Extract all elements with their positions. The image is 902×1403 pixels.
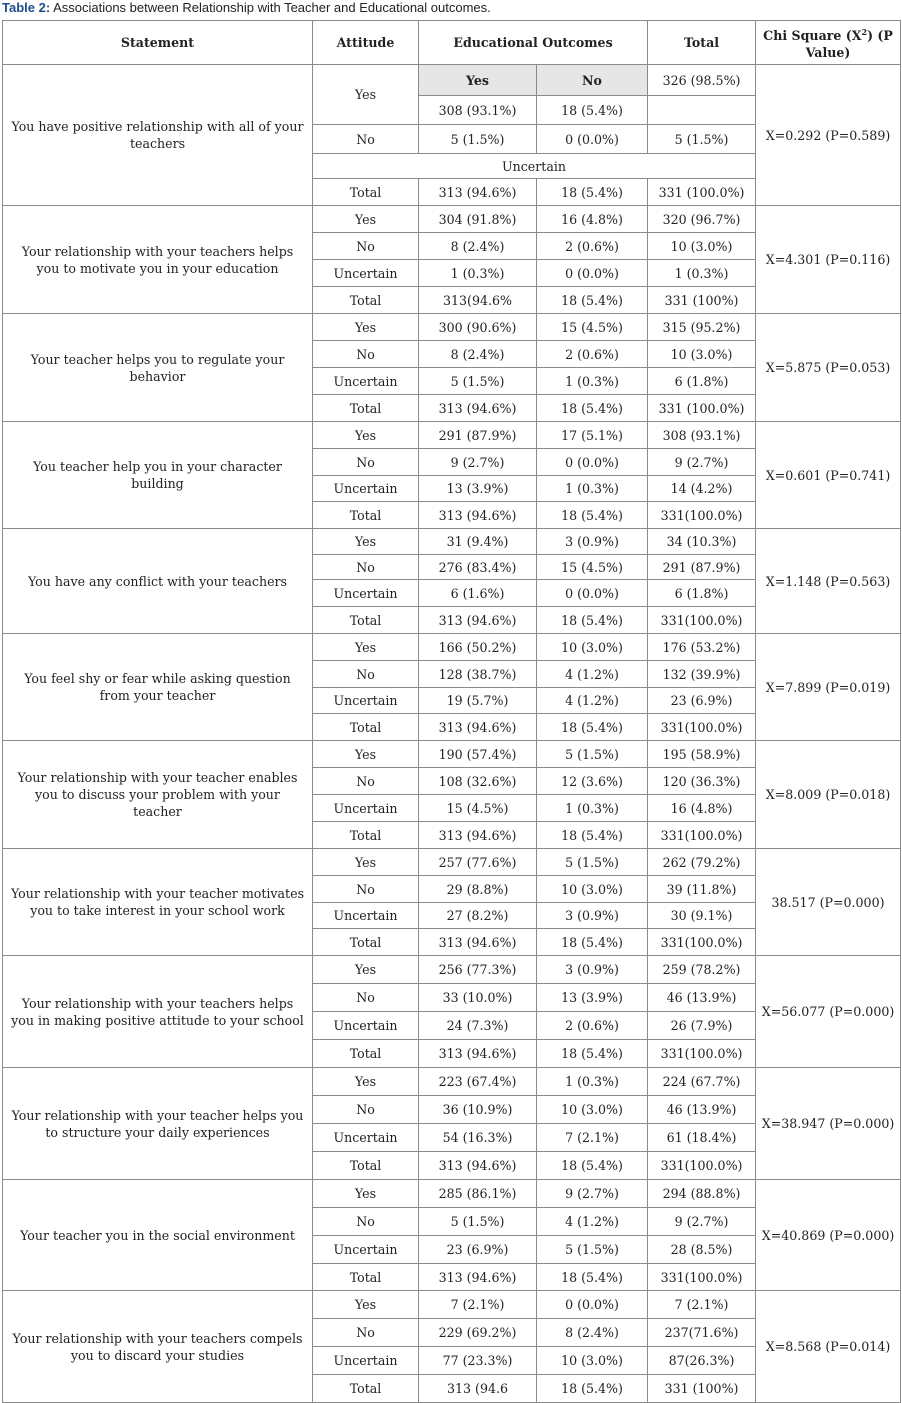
chi-square-cell: X=7.899 (P=0.019): [756, 634, 901, 741]
statement-cell: You feel shy or fear while asking question from your teacher: [3, 634, 313, 741]
total-cell: 331 (100.0%): [648, 395, 756, 422]
table-row: [3, 206, 901, 233]
total-cell: 26 (7.9%): [648, 1012, 756, 1040]
statement-cell: Your relationship with your teachers helps you in making positive attitude to your school: [3, 956, 313, 1068]
no-count-cell: 0 (0.0%): [537, 1291, 648, 1319]
yes-count-cell: 77 (23.3%): [419, 1347, 537, 1375]
total-cell: 6 (1.8%): [648, 368, 756, 395]
attitude-cell: Total: [313, 1152, 419, 1180]
header-educational-outcomes: Educational Outcomes: [419, 21, 648, 65]
no-count-cell: 5 (1.5%): [537, 849, 648, 876]
attitude-cell: Uncertain: [313, 1124, 419, 1152]
no-count-cell: 1 (0.3%): [537, 368, 648, 395]
no-count-cell: 18 (5.4%): [537, 502, 648, 529]
yes-count-cell: 9 (2.7%): [419, 449, 537, 476]
table-row: [3, 634, 901, 661]
total-cell: 10 (3.0%): [648, 341, 756, 368]
attitude-cell: Total: [313, 1375, 419, 1403]
no-count-cell: 7 (2.1%): [537, 1124, 648, 1152]
no-count-cell: 5 (1.5%): [537, 741, 648, 768]
total-cell: 30 (9.1%): [648, 903, 756, 929]
chi-square-cell: X=8.568 (P=0.014): [756, 1291, 901, 1403]
no-count-cell: 4 (1.2%): [537, 688, 648, 714]
chi-square-cell: X=0.601 (P=0.741): [756, 422, 901, 529]
yes-count-cell: 27 (8.2%): [419, 903, 537, 929]
attitude-cell: Yes: [313, 529, 419, 555]
yes-count-cell: 313 (94.6%): [419, 929, 537, 956]
yes-count-cell: 128 (38.7%): [419, 661, 537, 688]
total-cell: [648, 96, 756, 125]
attitude-cell: Uncertain: [313, 1012, 419, 1040]
no-count-cell: 10 (3.0%): [537, 1096, 648, 1124]
header-attitude: Attitude: [313, 21, 419, 65]
chi-square-cell: 38.517 (P=0.000): [756, 849, 901, 956]
total-cell: 326 (98.5%): [648, 65, 756, 96]
attitude-cell: No: [313, 341, 419, 368]
total-cell: 331(100.0%): [648, 1264, 756, 1291]
yes-count-cell: 313 (94.6%): [419, 395, 537, 422]
total-cell: 23 (6.9%): [648, 688, 756, 714]
no-count-cell: 1 (0.3%): [537, 795, 648, 822]
statement-cell: You have positive relationship with all of your teachers: [3, 65, 313, 206]
attitude-cell: No: [313, 768, 419, 795]
no-count-cell: 3 (0.9%): [537, 529, 648, 555]
statement-cell: Your relationship with your teachers helps you to motivate you in your education: [3, 206, 313, 314]
statement-cell: Your relationship with your teacher helps you to structure your daily experiences: [3, 1068, 313, 1180]
total-cell: 195 (58.9%): [648, 741, 756, 768]
table-row: [3, 1180, 901, 1208]
attitude-cell: Total: [313, 714, 419, 741]
total-cell: 331(100.0%): [648, 607, 756, 634]
statement-cell: You have any conflict with your teachers: [3, 529, 313, 634]
yes-count-cell: 256 (77.3%): [419, 956, 537, 984]
no-count-cell: 12 (3.6%): [537, 768, 648, 795]
attitude-cell: Uncertain: [313, 580, 419, 607]
total-cell: 46 (13.9%): [648, 1096, 756, 1124]
yes-count-cell: 6 (1.6%): [419, 580, 537, 607]
yes-count-cell: 8 (2.4%): [419, 341, 537, 368]
total-cell: 224 (67.7%): [648, 1068, 756, 1096]
no-count-cell: 9 (2.7%): [537, 1180, 648, 1208]
no-count-cell: 13 (3.9%): [537, 984, 648, 1012]
no-count-cell: 2 (0.6%): [537, 341, 648, 368]
no-count-cell: 18 (5.4%): [537, 1040, 648, 1068]
header-total: Total: [648, 21, 756, 65]
total-cell: 10 (3.0%): [648, 233, 756, 260]
no-count-cell: 3 (0.9%): [537, 903, 648, 929]
no-count-cell: 0 (0.0%): [537, 125, 648, 154]
no-count-cell: 1 (0.3%): [537, 1068, 648, 1096]
total-cell: 9 (2.7%): [648, 449, 756, 476]
attitude-cell: Uncertain: [313, 260, 419, 287]
no-count-cell: 2 (0.6%): [537, 1012, 648, 1040]
chi-square-cell: X=56.077 (P=0.000): [756, 956, 901, 1068]
total-cell: 9 (2.7%): [648, 1208, 756, 1236]
attitude-cell: Yes: [313, 1291, 419, 1319]
attitude-cell: Total: [313, 822, 419, 849]
attitude-cell: Yes: [313, 65, 419, 125]
total-cell: 61 (18.4%): [648, 1124, 756, 1152]
yes-count-cell: 54 (16.3%): [419, 1124, 537, 1152]
yes-count-cell: 313 (94.6%): [419, 714, 537, 741]
total-cell: 331(100.0%): [648, 714, 756, 741]
yes-count-cell: 313 (94.6%): [419, 1040, 537, 1068]
attitude-cell: No: [313, 876, 419, 903]
total-cell: 176 (53.2%): [648, 634, 756, 661]
total-cell: 320 (96.7%): [648, 206, 756, 233]
table-row: [3, 741, 901, 768]
yes-count-cell: 313(94.6%: [419, 287, 537, 314]
no-count-cell: 2 (0.6%): [537, 233, 648, 260]
total-cell: 87(26.3%): [648, 1347, 756, 1375]
attitude-cell: Uncertain: [313, 1236, 419, 1264]
chi-label-sup: 2: [861, 27, 868, 38]
statement-cell: Your teacher helps you to regulate your behavior: [3, 314, 313, 422]
no-count-cell: 10 (3.0%): [537, 634, 648, 661]
yes-count-cell: 313 (94.6%): [419, 179, 537, 206]
table-row: [3, 1291, 901, 1319]
attitude-cell: Yes: [313, 1180, 419, 1208]
table-row: [3, 422, 901, 449]
attitude-cell: No: [313, 449, 419, 476]
yes-count-cell: 7 (2.1%): [419, 1291, 537, 1319]
yes-count-cell: 190 (57.4%): [419, 741, 537, 768]
no-count-cell: 18 (5.4%): [537, 822, 648, 849]
chi-label-pre: Chi Square (X: [763, 28, 862, 44]
total-cell: 259 (78.2%): [648, 956, 756, 984]
chi-square-cell: X=1.148 (P=0.563): [756, 529, 901, 634]
total-cell: 331 (100%): [648, 1375, 756, 1403]
attitude-cell: No: [313, 1208, 419, 1236]
attitude-cell: Total: [313, 607, 419, 634]
yes-count-cell: 166 (50.2%): [419, 634, 537, 661]
total-cell: 331 (100%): [648, 287, 756, 314]
yes-count-cell: 29 (8.8%): [419, 876, 537, 903]
yes-count-cell: 308 (93.1%): [419, 96, 537, 125]
no-count-cell: 0 (0.0%): [537, 449, 648, 476]
yes-count-cell: 1 (0.3%): [419, 260, 537, 287]
yes-count-cell: 300 (90.6%): [419, 314, 537, 341]
attitude-cell: No: [313, 661, 419, 688]
no-count-cell: 16 (4.8%): [537, 206, 648, 233]
attitude-cell: No: [313, 1096, 419, 1124]
attitude-cell: Yes: [313, 849, 419, 876]
attitude-cell: Total: [313, 929, 419, 956]
no-count-cell: 3 (0.9%): [537, 956, 648, 984]
table-row: [3, 956, 901, 984]
attitude-cell: Yes: [313, 741, 419, 768]
yes-count-cell: 31 (9.4%): [419, 529, 537, 555]
total-cell: 331(100.0%): [648, 822, 756, 849]
attitude-cell: No: [313, 984, 419, 1012]
no-count-cell: 1 (0.3%): [537, 476, 648, 502]
total-cell: 291 (87.9%): [648, 555, 756, 580]
no-count-cell: 10 (3.0%): [537, 876, 648, 903]
total-cell: 331(100.0%): [648, 1152, 756, 1180]
uncertain-label-cell: Uncertain: [313, 154, 756, 179]
total-cell: 132 (39.9%): [648, 661, 756, 688]
chi-square-cell: X=0.292 (P=0.589): [756, 65, 901, 206]
no-count-cell: 0 (0.0%): [537, 580, 648, 607]
attitude-cell: Yes: [313, 634, 419, 661]
total-cell: 331(100.0%): [648, 929, 756, 956]
attitude-cell: Total: [313, 395, 419, 422]
total-cell: 16 (4.8%): [648, 795, 756, 822]
table-row: [3, 529, 901, 555]
total-cell: 294 (88.8%): [648, 1180, 756, 1208]
statement-cell: Your relationship with your teachers compels you to discard your studies: [3, 1291, 313, 1403]
yes-count-cell: 5 (1.5%): [419, 368, 537, 395]
header-statement: Statement: [3, 21, 313, 65]
no-count-cell: 18 (5.4%): [537, 395, 648, 422]
total-cell: 46 (13.9%): [648, 984, 756, 1012]
subheader-no: No: [537, 65, 648, 96]
chi-square-cell: X=5.875 (P=0.053): [756, 314, 901, 422]
attitude-cell: Uncertain: [313, 368, 419, 395]
total-cell: 39 (11.8%): [648, 876, 756, 903]
yes-count-cell: 15 (4.5%): [419, 795, 537, 822]
yes-count-cell: 5 (1.5%): [419, 1208, 537, 1236]
yes-count-cell: 24 (7.3%): [419, 1012, 537, 1040]
attitude-cell: Total: [313, 1264, 419, 1291]
yes-count-cell: 36 (10.9%): [419, 1096, 537, 1124]
no-count-cell: 17 (5.1%): [537, 422, 648, 449]
statement-cell: Your relationship with your teacher motivates you to take interest in your school work: [3, 849, 313, 956]
attitude-cell: Total: [313, 179, 419, 206]
no-count-cell: 8 (2.4%): [537, 1319, 648, 1347]
attitude-cell: Total: [313, 502, 419, 529]
total-cell: 14 (4.2%): [648, 476, 756, 502]
header-chi-square: [756, 21, 901, 65]
table-body: [3, 65, 901, 1403]
yes-count-cell: 13 (3.9%): [419, 476, 537, 502]
yes-count-cell: 19 (5.7%): [419, 688, 537, 714]
table-row: [3, 849, 901, 876]
attitude-cell: Yes: [313, 422, 419, 449]
yes-count-cell: 276 (83.4%): [419, 555, 537, 580]
no-count-cell: 15 (4.5%): [537, 314, 648, 341]
total-cell: 315 (95.2%): [648, 314, 756, 341]
attitude-cell: Total: [313, 287, 419, 314]
no-count-cell: 18 (5.4%): [537, 929, 648, 956]
total-cell: 5 (1.5%): [648, 125, 756, 154]
table-label: Table 2:: [2, 0, 51, 15]
yes-count-cell: 291 (87.9%): [419, 422, 537, 449]
yes-count-cell: 313 (94.6: [419, 1375, 537, 1403]
no-count-cell: 18 (5.4%): [537, 1152, 648, 1180]
header-row: [3, 21, 901, 65]
yes-count-cell: 313 (94.6%): [419, 1264, 537, 1291]
total-cell: 28 (8.5%): [648, 1236, 756, 1264]
chi-label-post: ) (P Value): [805, 28, 893, 60]
total-cell: 34 (10.3%): [648, 529, 756, 555]
attitude-cell: Yes: [313, 314, 419, 341]
attitude-cell: Yes: [313, 206, 419, 233]
yes-count-cell: 313 (94.6%): [419, 1152, 537, 1180]
yes-count-cell: 285 (86.1%): [419, 1180, 537, 1208]
total-cell: 1 (0.3%): [648, 260, 756, 287]
total-cell: 331 (100.0%): [648, 179, 756, 206]
total-cell: 308 (93.1%): [648, 422, 756, 449]
yes-count-cell: 23 (6.9%): [419, 1236, 537, 1264]
attitude-cell: No: [313, 1319, 419, 1347]
statement-cell: You teacher help you in your character building: [3, 422, 313, 529]
yes-count-cell: 229 (69.2%): [419, 1319, 537, 1347]
chi-square-cell: X=38.947 (P=0.000): [756, 1068, 901, 1180]
total-cell: 331(100.0%): [648, 1040, 756, 1068]
total-cell: 262 (79.2%): [648, 849, 756, 876]
yes-count-cell: 5 (1.5%): [419, 125, 537, 154]
chi-square-cell: X=8.009 (P=0.018): [756, 741, 901, 849]
table-row: [3, 65, 901, 96]
no-count-cell: 10 (3.0%): [537, 1347, 648, 1375]
total-cell: 120 (36.3%): [648, 768, 756, 795]
yes-count-cell: 257 (77.6%): [419, 849, 537, 876]
no-count-cell: 18 (5.4%): [537, 714, 648, 741]
yes-count-cell: 8 (2.4%): [419, 233, 537, 260]
total-cell: 6 (1.8%): [648, 580, 756, 607]
yes-count-cell: 33 (10.0%): [419, 984, 537, 1012]
attitude-cell: Uncertain: [313, 476, 419, 502]
attitude-cell: No: [313, 125, 419, 154]
yes-count-cell: 223 (67.4%): [419, 1068, 537, 1096]
no-count-cell: 4 (1.2%): [537, 661, 648, 688]
no-count-cell: 15 (4.5%): [537, 555, 648, 580]
attitude-cell: Total: [313, 1040, 419, 1068]
subheader-yes: Yes: [419, 65, 537, 96]
attitude-cell: Yes: [313, 1068, 419, 1096]
no-count-cell: 18 (5.4%): [537, 1375, 648, 1403]
no-count-cell: 0 (0.0%): [537, 260, 648, 287]
associations-table: [2, 20, 901, 1403]
total-cell: 331(100.0%): [648, 502, 756, 529]
yes-count-cell: 108 (32.6%): [419, 768, 537, 795]
yes-count-cell: 313 (94.6%): [419, 822, 537, 849]
table-title: Associations between Relationship with Teacher and Educational outcomes.: [50, 0, 491, 15]
no-count-cell: 18 (5.4%): [537, 287, 648, 314]
attitude-cell: Uncertain: [313, 903, 419, 929]
no-count-cell: 18 (5.4%): [537, 179, 648, 206]
total-cell: 237(71.6%): [648, 1319, 756, 1347]
yes-count-cell: 304 (91.8%): [419, 206, 537, 233]
attitude-cell: No: [313, 555, 419, 580]
chi-square-cell: X=40.869 (P=0.000): [756, 1180, 901, 1291]
attitude-cell: Yes: [313, 956, 419, 984]
statement-cell: Your teacher you in the social environment: [3, 1180, 313, 1291]
no-count-cell: 18 (5.4%): [537, 96, 648, 125]
no-count-cell: 5 (1.5%): [537, 1236, 648, 1264]
table-caption: [2, 0, 491, 18]
no-count-cell: 4 (1.2%): [537, 1208, 648, 1236]
attitude-cell: Uncertain: [313, 1347, 419, 1375]
attitude-cell: No: [313, 233, 419, 260]
no-count-cell: 18 (5.4%): [537, 607, 648, 634]
yes-count-cell: 313 (94.6%): [419, 607, 537, 634]
attitude-cell: Uncertain: [313, 688, 419, 714]
table-row: [3, 1068, 901, 1096]
statement-cell: Your relationship with your teacher enables you to discuss your problem with your teacher: [3, 741, 313, 849]
attitude-cell: Uncertain: [313, 795, 419, 822]
chi-square-cell: X=4.301 (P=0.116): [756, 206, 901, 314]
no-count-cell: 18 (5.4%): [537, 1264, 648, 1291]
yes-count-cell: 313 (94.6%): [419, 502, 537, 529]
total-cell: 7 (2.1%): [648, 1291, 756, 1319]
table-row: [3, 314, 901, 341]
